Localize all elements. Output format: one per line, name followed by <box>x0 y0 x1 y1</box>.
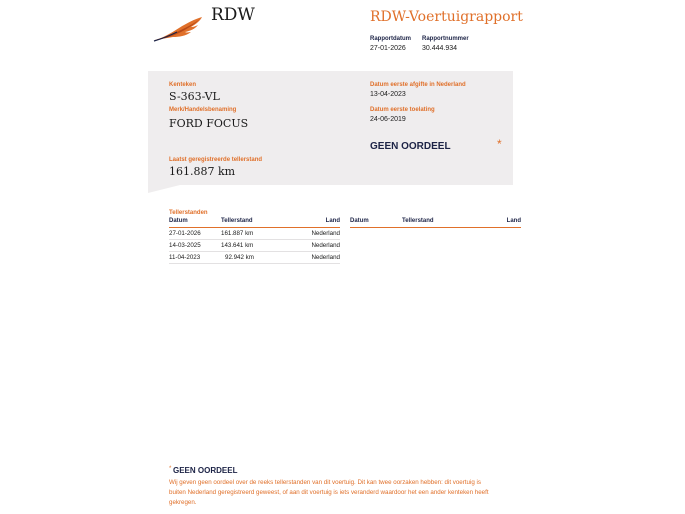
col-reading: Tellerstand <box>221 218 253 224</box>
row-country: Nederland <box>311 242 340 249</box>
row-reading: 92.942 km <box>225 254 254 261</box>
col-reading: Tellerstand <box>402 218 434 224</box>
feather-wing-icon <box>153 16 203 42</box>
table-row <box>169 228 340 240</box>
plate-value: S-363-VL <box>169 90 220 103</box>
row-country: Nederland <box>311 254 340 261</box>
brand-name: RDW <box>211 5 255 25</box>
make-value: FORD FOCUS <box>169 117 249 130</box>
row-reading: 143.641 km <box>221 242 254 249</box>
row-date: 14-03-2025 <box>169 242 201 249</box>
report-date-label: Rapportdatum <box>370 36 411 42</box>
first-admission-label: Datum eerste toelating <box>370 107 435 113</box>
verdict-status: GEEN OORDEEL <box>370 141 451 152</box>
row-date: 27-01-2026 <box>169 230 201 237</box>
table-header <box>169 218 340 228</box>
footnote-title: GEEN OORDEEL <box>173 466 238 475</box>
panel-corner <box>148 185 180 193</box>
report-title: RDW-Voertuigrapport <box>370 9 523 25</box>
table-header <box>350 218 521 228</box>
col-country: Land <box>325 218 340 224</box>
readings-table <box>169 218 340 264</box>
last-reading-value: 161.887 km <box>169 165 236 178</box>
readings-table-right <box>350 218 521 228</box>
col-date: Datum <box>350 218 369 224</box>
rdw-logo <box>153 16 203 47</box>
row-reading: 161.887 km <box>221 230 254 237</box>
col-country: Land <box>506 218 521 224</box>
last-reading-label: Laatst geregistreerde tellerstand <box>169 157 263 163</box>
table-row <box>169 240 340 252</box>
verdict-asterisk: * <box>497 137 502 151</box>
first-admission-value: 24-06-2019 <box>370 116 406 123</box>
readings-heading: Tellerstanden <box>169 210 208 216</box>
first-nl-value: 13-04-2023 <box>370 91 406 98</box>
footnote-marker: * <box>169 466 172 472</box>
first-nl-label: Datum eerste afgifte in Nederland <box>370 82 466 88</box>
report-number: 30.444.934 <box>422 45 458 52</box>
row-date: 11-04-2023 <box>169 254 201 261</box>
row-country: Nederland <box>311 230 340 237</box>
plate-label: Kenteken <box>169 82 197 88</box>
col-date: Datum <box>169 218 188 224</box>
make-label: Merk/Handelsbenaming <box>169 107 237 113</box>
footnote-text: Wij geven geen oordeel over de reeks tellerstanden van dit voertuig. Dit kan twee oorzaken hebben: dit voertuig is buiten Nederland geregistreerd geweest, of aan dit voertuig is iets veranderd waardoor het een ander kenteken heeft gekregen. <box>169 479 489 506</box>
table-row <box>169 252 340 264</box>
report-number-label: Rapportnummer <box>422 36 469 42</box>
report-date: 27-01-2026 <box>370 45 406 52</box>
